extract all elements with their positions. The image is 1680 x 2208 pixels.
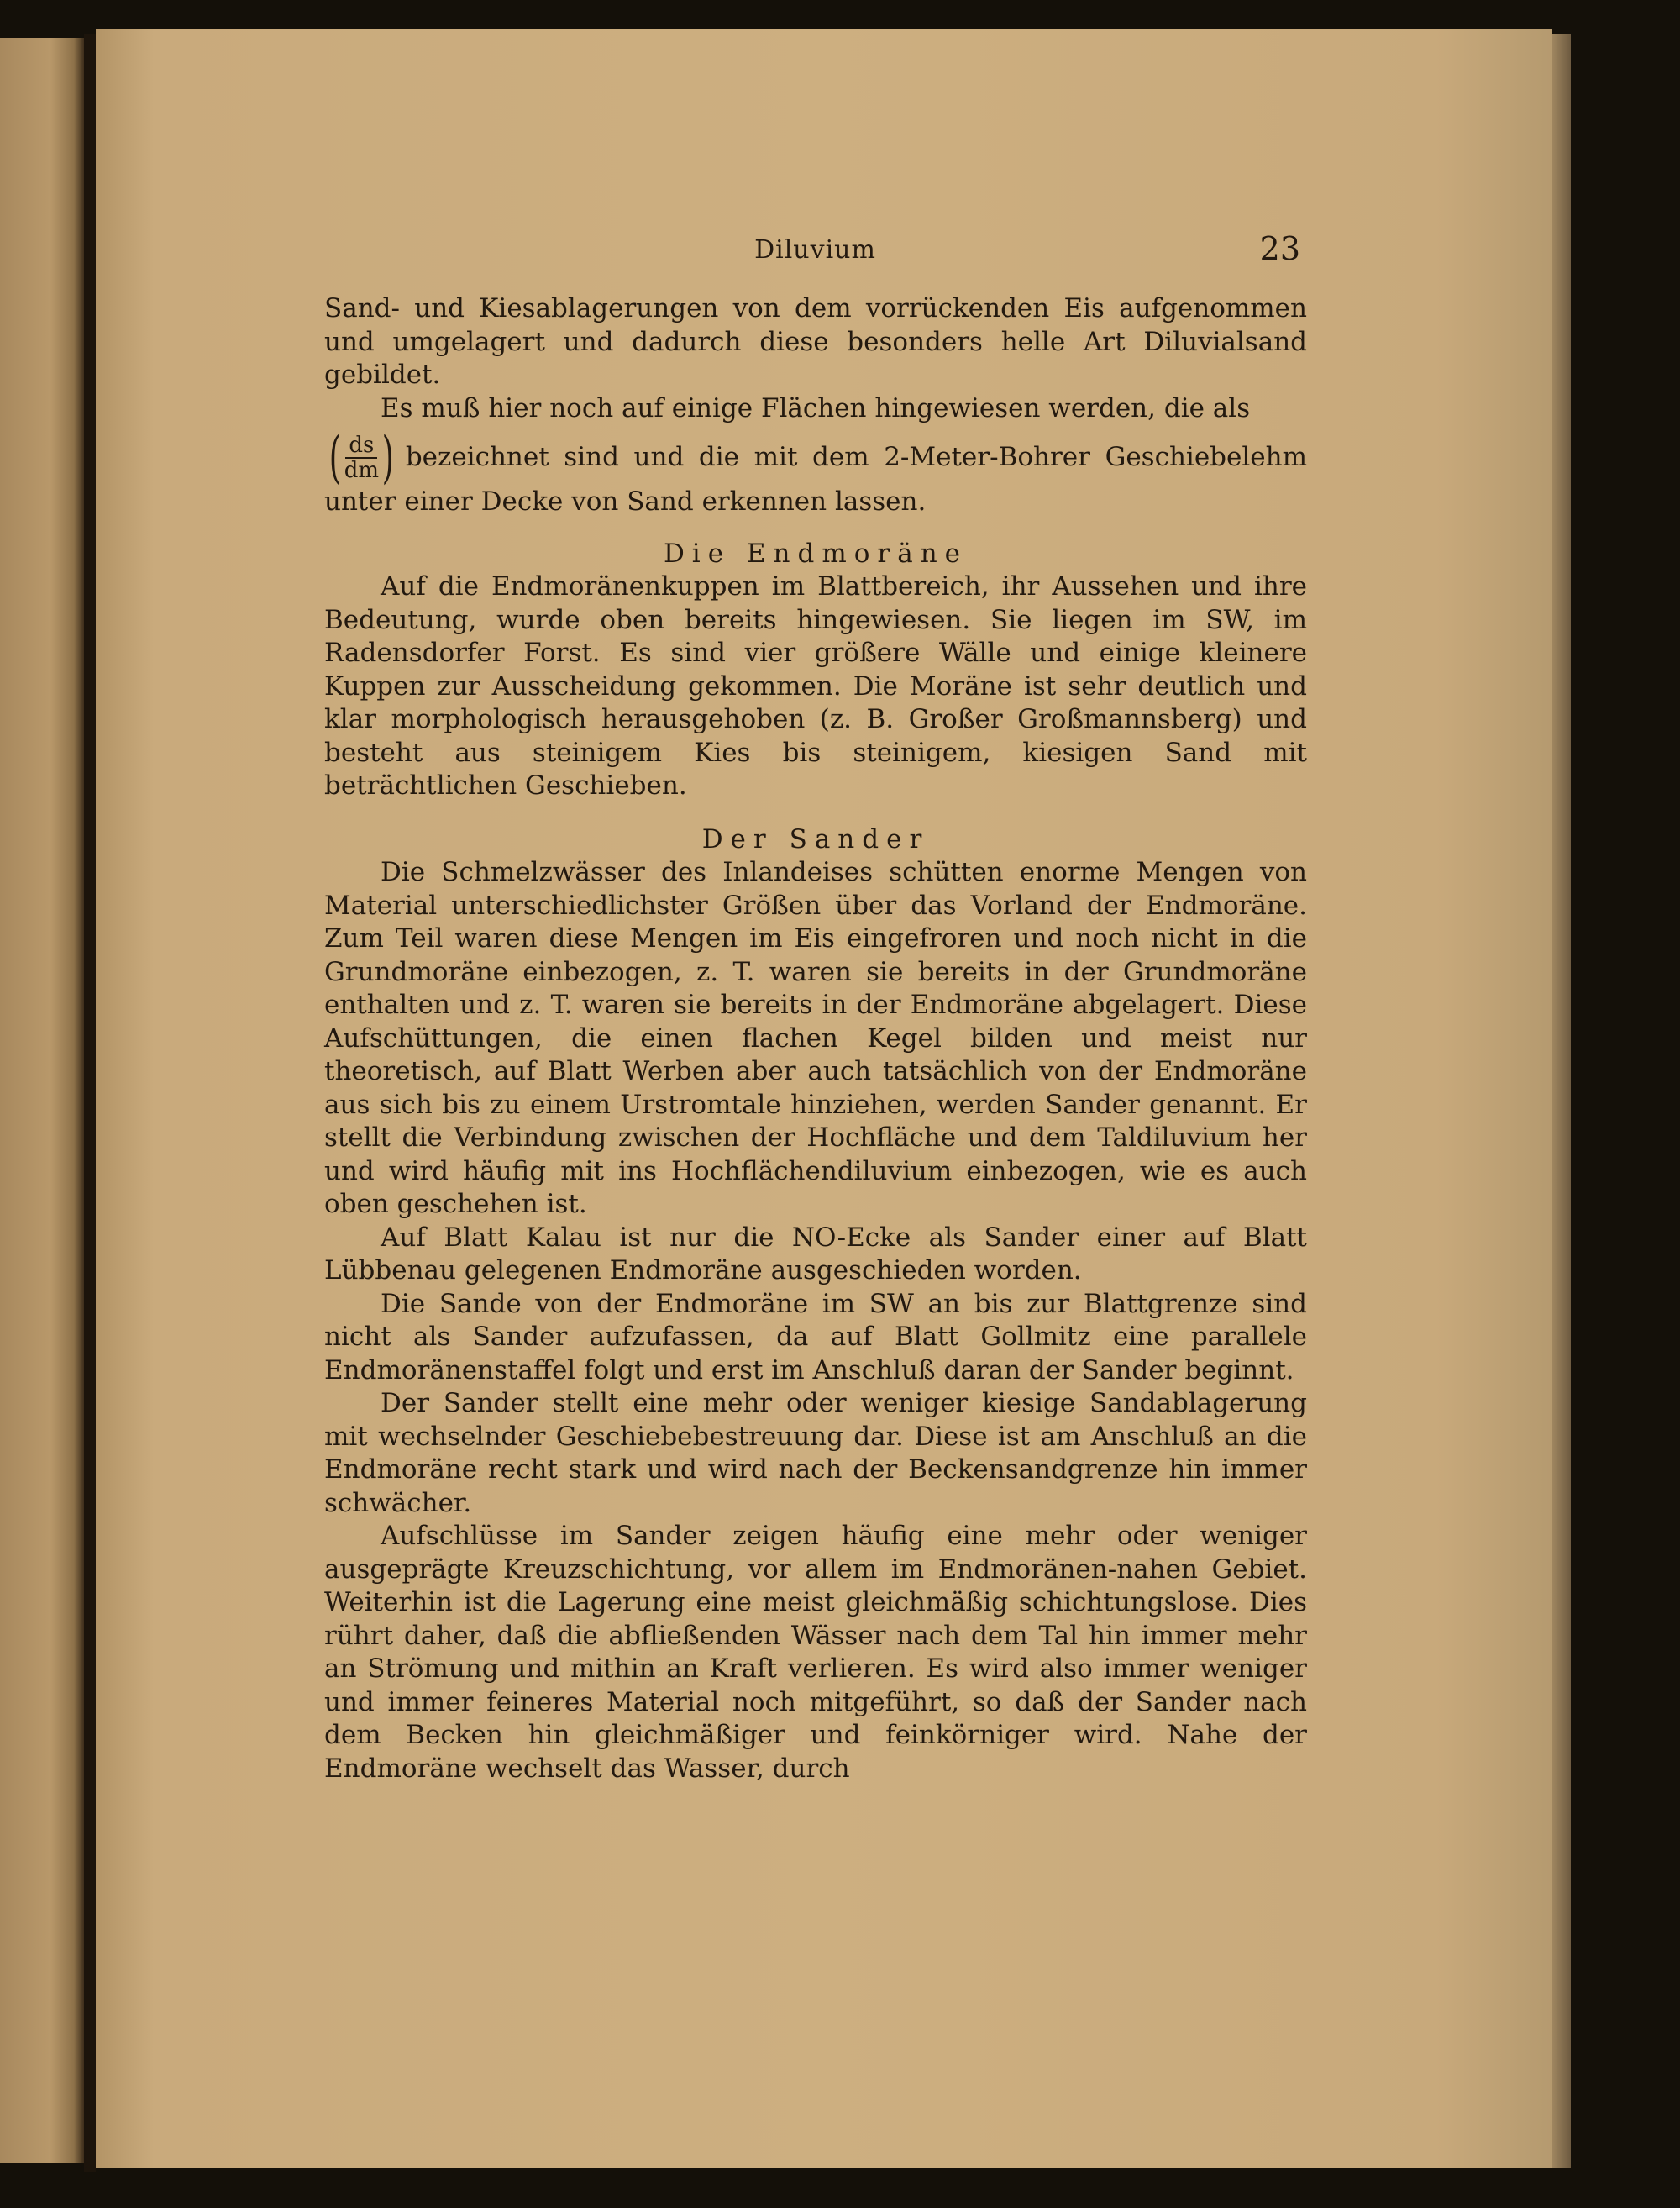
paragraph-blatt-kalau: Auf Blatt Kalau ist nur die NO-Ecke als Sander einer auf Blatt Lübbenau gelegenen Endmoräne ausgeschieden worden. (324, 1222, 1307, 1285)
paragraph-flaechen-start: Es muß hier noch auf einige Flächen hingewiesen werden, die als (381, 392, 1251, 423)
paragraph-sande-sw: Die Sande von der Endmoräne im SW an bis zur Blattgrenze sind nicht als Sander aufzufassen, da auf Blatt Gollmitz eine parallele Endmoränenstaffel folgt und erst im Anschluß daran der Sander beginnt. (324, 1288, 1307, 1385)
paragraph-aufschluesse: Aufschlüsse im Sander zeigen häufig eine mehr oder weniger ausgeprägte Kreuzschichtung, vor allem im Endmoränen-nahen Gebiet. Weiterhin ist die Lagerung eine meist gleichmäßig schichtungslose. Dies rührt daher, daß die abfließenden Wässer nach dem Tal hin immer mehr an Strömung und mithin an Kraft verlieren. Es wird also immer weniger und immer feineres Material noch mitgeführt, so daß der Sander nach dem Becken hin gleichmäßiger und feinkörniger wird. Nahe der Endmoräne wechselt das Wasser, durch (324, 1521, 1307, 1784)
section-heading-sander: Der Sander (701, 823, 930, 854)
paragraph-endmoraene: Auf die Endmoränenkuppen im Blattbereich, ihr Aussehen und ihre Bedeutung, wurde oben bereits hingewiesen. Sie liegen im SW, im Radensdorfer Forst. Es sind vier größere Wälle und einige kleinere Kuppen zur Ausscheidung gekommen. Die Moräne ist sehr deutlich und klar morphologisch herausgehoben (z. B. Großer Großmannsberg) und besteht aus steinigem Kies bis steinigem, kiesigen Sand mit beträchtlichen Geschieben. (324, 571, 1307, 801)
running-head (322, 232, 1309, 274)
paren-close: ) (381, 425, 395, 490)
paren-open: ( (328, 425, 341, 490)
paragraph-flaechen-middle: bezeichnet sind und die mit dem 2-Meter-Bohrer Geschiebelehm (405, 442, 1307, 473)
paragraph-sandablagerung: Der Sander stellt eine mehr oder weniger kiesige Sandablagerung mit wechselnder Geschiebebestreuung dar. Diese ist am Anschluß an die Endmoräne recht stark und wird nach der Beckensandgrenze hin immer schwächer. (324, 1388, 1307, 1518)
paragraph-continuation: Sand- und Kiesablagerungen von dem vorrückenden Eis aufgenommen und umgelagert und dadurch diese besonders helle Art Diluvialsand gebildet. (324, 293, 1307, 390)
running-title: Diluvium (754, 235, 876, 265)
paragraph-flaechen-end: unter einer Decke von Sand erkennen lassen. (324, 486, 927, 517)
fraction-denominator: dm (344, 458, 380, 483)
body-text (324, 292, 1307, 1785)
ds-dm-fraction (344, 434, 379, 482)
book-spine (84, 34, 96, 2172)
page-number: 23 (1259, 230, 1300, 267)
page-stack-edge (1552, 34, 1571, 2168)
previous-page-edge (0, 38, 84, 2163)
fraction-numerator: ds (345, 434, 377, 459)
section-heading-endmoraene: Die Endmoräne (663, 538, 969, 569)
fraction-line (324, 425, 1307, 490)
paragraph-schmelzwaesser: Die Schmelzwässer des Inlandeises schütten enorme Mengen von Material unterschiedlichster Größen über das Vorland der Endmoräne. Zum Teil waren diese Mengen im Eis eingefroren und noch nicht in die Grundmoräne einbezogen, z. T. waren sie bereits in der Grundmoräne enthalten und z. T. waren sie bereits in der Endmoräne abgelagert. Diese Aufschüttungen, die einen flachen Kegel bilden und meist nur theoretisch, auf Blatt Werben aber auch tatsächlich von der Endmoräne aus sich bis zu einem Urstromtale hinziehen, werden Sander genannt. Er stellt die Verbindung zwischen der Hochfläche und dem Taldiluvium her und wird häufig mit ins Hochflächendiluvium einbezogen, wie es auch oben geschehen ist. (324, 857, 1307, 1219)
